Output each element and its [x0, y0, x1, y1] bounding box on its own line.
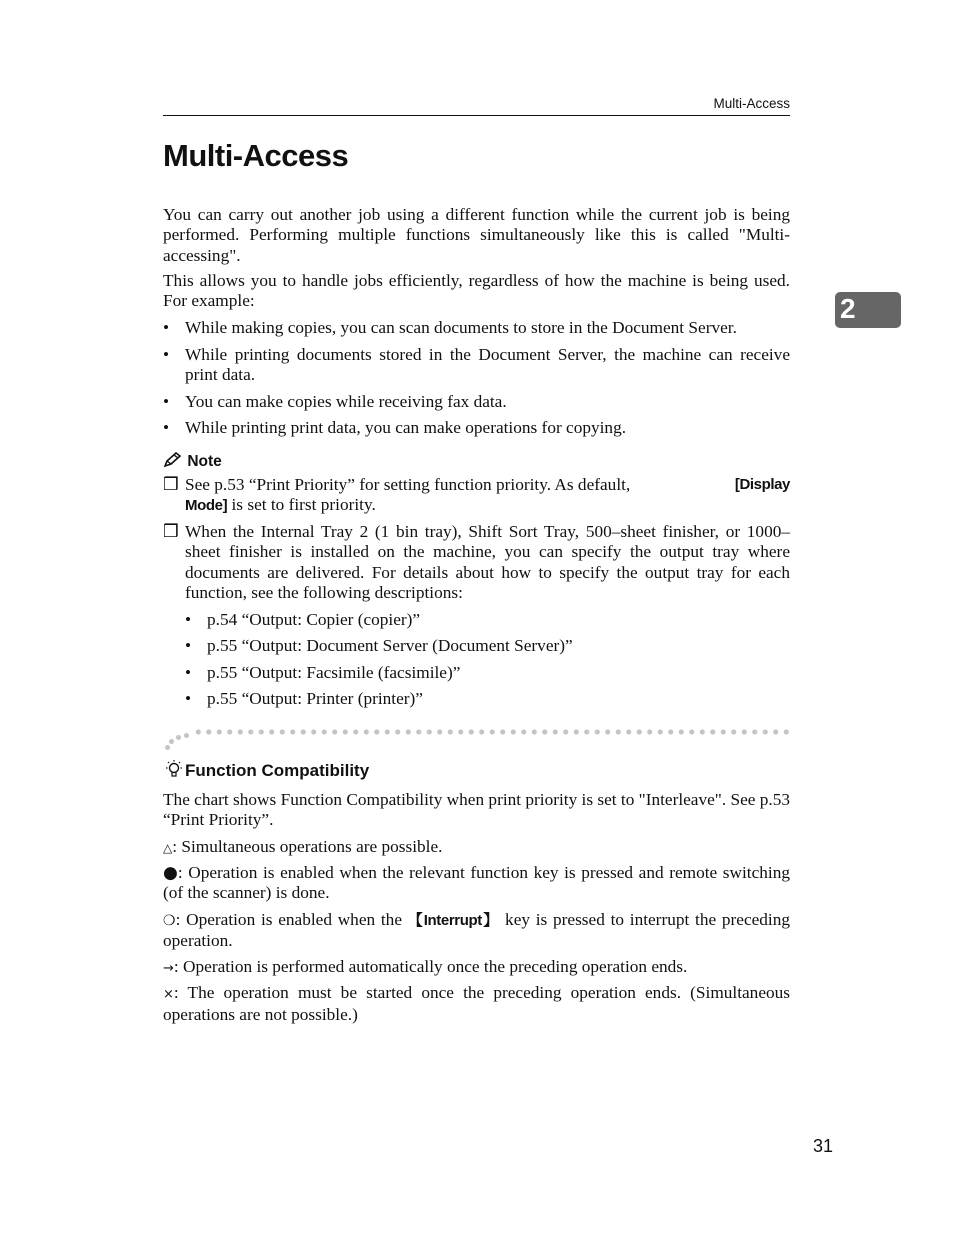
filled-circle-icon: ●: [163, 863, 178, 883]
separator-dot: [169, 739, 174, 744]
compatibility-intro: The chart shows Function Compatibility when print priority is set to "Interleave". See p.53 “Print Priority”.: [163, 790, 791, 830]
legend-automatic: →: Operation is performed automatically once the preceding operation ends.: [163, 957, 790, 979]
page-title: Multi-Access: [163, 138, 349, 173]
running-header: Multi-Access: [713, 96, 790, 111]
function-compatibility-heading: [163, 759, 369, 781]
bullet-icon: •: [185, 610, 192, 629]
separator-dot: [165, 745, 170, 750]
bullet-icon: •: [185, 663, 192, 682]
pencil-icon: [163, 452, 183, 468]
open-circle-icon: ❍: [163, 913, 176, 929]
bullet-icon: •: [185, 689, 192, 708]
cross-icon: ×: [163, 987, 174, 1002]
intro-paragraph-1: You can carry out another job using a different function while the current job is being performed. Performing multiple functions simultaneously like this is called "Multi-accessing".: [163, 205, 790, 265]
legend-not-simultaneous: ×: The operation must be started once the preceding operation ends. (Simultaneous operations are not possible.): [163, 983, 790, 1025]
bullet-icon: •: [163, 345, 170, 364]
checkbox-icon: ❒: [163, 475, 179, 494]
interrupt-key: 【Interrupt】: [407, 912, 500, 929]
lightbulb-icon: [163, 759, 185, 779]
legend-interrupt: ❍: Operation is enabled when the 【Interrupt】 key is pressed to interrupt the preceding operation.: [163, 910, 791, 951]
display-mode-key: Mode]: [185, 497, 228, 515]
display-mode-key: [Display: [734, 476, 790, 493]
bullet-icon: •: [163, 392, 170, 411]
legend-function-key: ●: Operation is enabled when the relevant function key is pressed and remote switching (of the scanner) is done.: [163, 863, 790, 903]
arrow-right-icon: →: [163, 961, 174, 976]
dotted-separator: [193, 727, 790, 737]
triangle-icon: △: [163, 841, 173, 855]
chapter-tab: [835, 292, 901, 328]
header-rule: [163, 115, 790, 116]
note-heading: [163, 452, 222, 471]
chapter-number: 2: [840, 293, 856, 324]
note-heading-label: Note: [187, 453, 222, 470]
bullet-icon: •: [163, 318, 170, 337]
separator-dot: [184, 733, 189, 738]
legend-simultaneous: △: Simultaneous operations are possible.: [163, 837, 790, 858]
bullet-icon: •: [185, 636, 192, 655]
page-number: 31: [812, 1136, 833, 1156]
checkbox-icon: ❒: [163, 522, 179, 541]
function-compatibility-title: Function Compatibility: [185, 761, 370, 780]
separator-dot: [176, 735, 181, 740]
intro-paragraph-2: This allows you to handle jobs efficiently, regardless of how the machine is being used. For example:: [163, 271, 790, 311]
bullet-icon: •: [163, 418, 170, 437]
